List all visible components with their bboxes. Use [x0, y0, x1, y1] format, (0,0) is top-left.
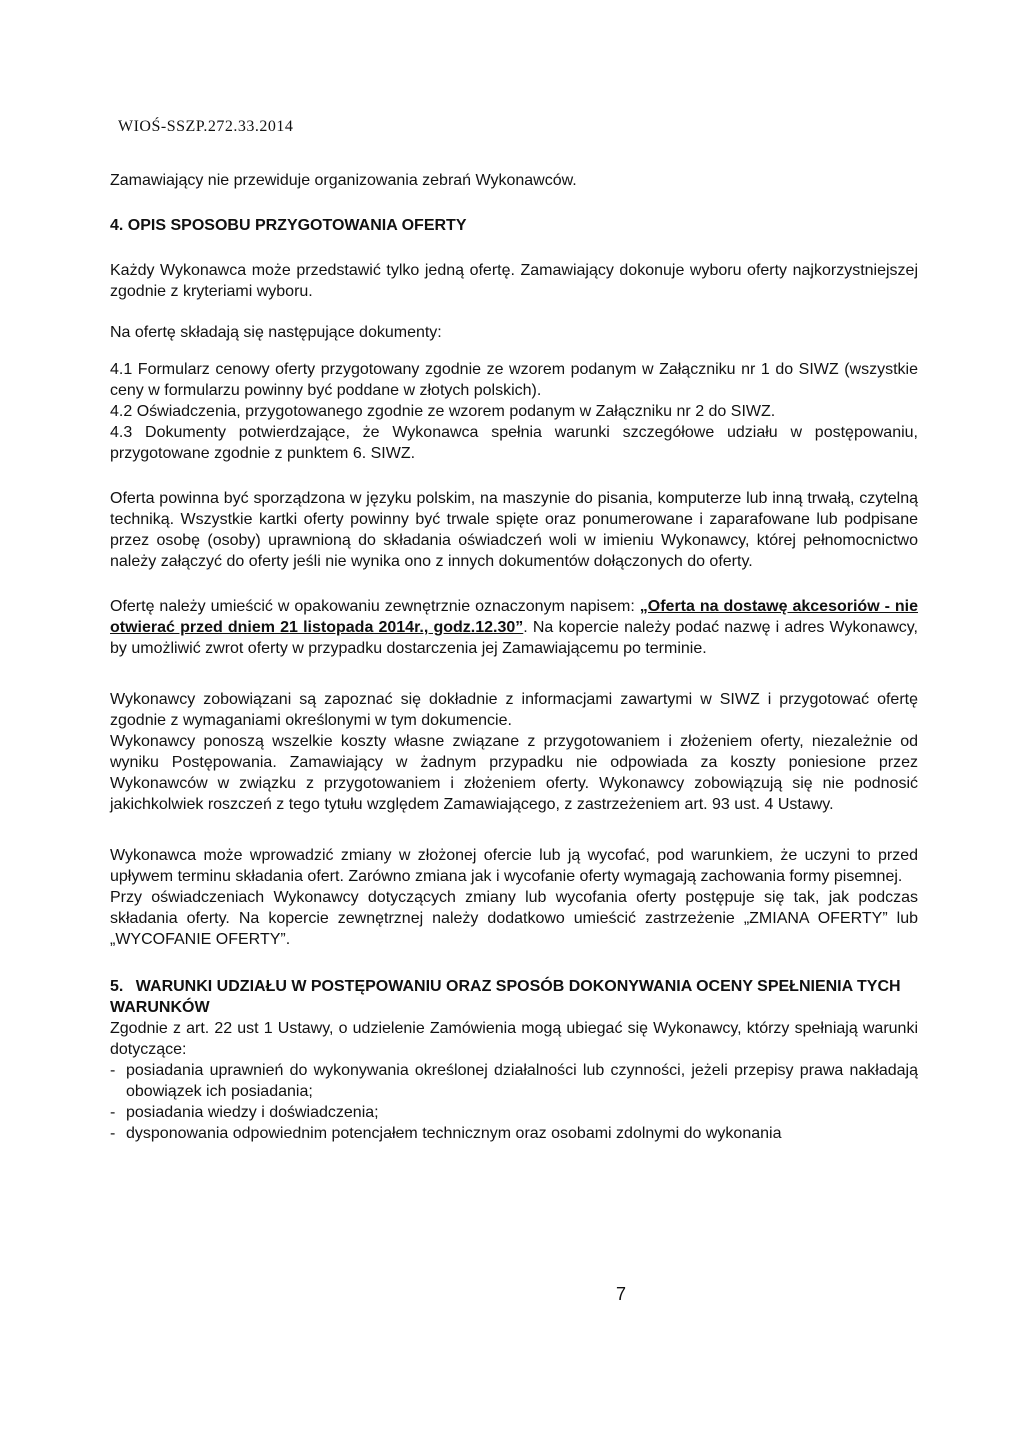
paragraph-envelope [110, 596, 918, 659]
section-4-title: OPIS SPOSOBU PRZYGOTOWANIA OFERTY [127, 217, 467, 234]
section-5-heading [110, 976, 918, 1018]
document-reference: WIOŚ-SSZP.272.33.2014 [118, 118, 294, 135]
documents-label: Na ofertę składają się następujące dokumenty: [110, 324, 442, 341]
paragraph-changes: Wykonawca może wprowadzić zmiany w złożonej ofercie lub ją wycofać, pod warunkiem, że uczyni to przed upływem terminu składania ofert. Zarówno zmiana jak i wycofanie oferty wymagają zachowania formy pisemnej. [110, 847, 918, 885]
documents-list [110, 359, 918, 464]
document-body [110, 170, 918, 1144]
section-4-heading [110, 215, 918, 236]
document-item-4-3: 4.3 Dokumenty potwierdzające, że Wykonawca spełnia warunki szczegółowe udziału w postępowaniu, przygotowane zgodnie z punktem 6. SIWZ. [110, 424, 918, 462]
section-5-number: 5. [110, 978, 124, 995]
document-page [110, 0, 920, 1440]
paragraph-no-meetings: Zamawiający nie przewiduje organizowania zebrań Wykonawców. [110, 172, 577, 189]
page-number: 7 [616, 1284, 627, 1304]
condition-item: - posiadania wiedzy i doświadczenia; [110, 1102, 918, 1123]
document-item-4-2: 4.2 Oświadczenia, przygotowanego zgodnie ze wzorem podanym w Załączniku nr 2 do SIWZ. [110, 403, 776, 420]
condition-item: - posiadania uprawnień do wykonywania określonej działalności lub czynności, jeżeli przepisy prawa nakładają obowiązek ich posiadania; [110, 1060, 918, 1102]
paragraph-obliged: Wykonawcy zobowiązani są zapoznać się dokładnie z informacjami zawartymi w SIWZ i przygotować ofertę zgodnie z wymaganiami określonymi w tym dokumencie. [110, 691, 918, 729]
conditions-list [110, 1060, 918, 1144]
envelope-marking: „Oferta na dostawę akcesoriów - nie otwierać przed dniem 21 listopada 2014r., godz.12.30” [110, 598, 919, 636]
paragraph-conditions-intro: Zgodnie z art. 22 ust 1 Ustawy, o udzielenie Zamówienia mogą ubiegać się Wykonawcy, którzy spełniają warunki dotyczące: [110, 1020, 918, 1058]
section-4-number: 4. [110, 217, 124, 234]
paragraph-statements: Przy oświadczeniach Wykonawcy dotyczących zmiany lub wycofania oferty postępuje się tak, jak podczas składania oferty. Na kopercie zewnętrznej należy dodatkowo umieścić zastrzeżenie „ZMIANA OFERTY” lub „WYCOFANIE OFERTY”. [110, 889, 918, 948]
paragraph-costs: Wykonawcy ponoszą wszelkie koszty własne związane z przygotowaniem i złożeniem oferty, niezależnie od wyniku Postępowania. Zamawiający w żadnym przypadku nie odpowiada za koszty poniesione przez Wykonawców w związku z przygotowaniem i złożeniem oferty. Wykonawcy zobowiązują się nie podnosić jakichkolwiek roszczeń z tego tytułu względem Zamawiającego, z zastrzeżeniem art. 93 ust. 4 Ustawy. [110, 733, 918, 813]
envelope-text-after: . Na kopercie należy podać nazwę i adres Wykonawcy, by umożliwić zwrot oferty w przypadku dostarczenia jej Zamawiającemu po terminie. [110, 619, 919, 657]
envelope-text-before: Ofertę należy umieścić w opakowaniu zewnętrznie oznaczonym napisem: [110, 598, 640, 615]
paragraph-one-offer: Każdy Wykonawca może przedstawić tylko jedną ofertę. Zamawiający dokonuje wyboru oferty najkorzystniejszej zgodnie z kryteriami wyboru. [110, 262, 918, 300]
paragraph-language: Oferta powinna być sporządzona w języku polskim, na maszynie do pisania, komputerze lub inną trwałą, czytelną techniką. Wszystkie kartki oferty powinny być trwale spięte oraz ponumerowane i zaparafowane lub podpisane przez osobę (osoby) uprawnioną do składania oświadczeń woli w imieniu Wykonawcy, której pełnomocnictwo należy załączyć do oferty jeśli nie wynika ono z innych dokumentów dołączonych do oferty. [110, 490, 918, 570]
document-item-4-1: 4.1 Formularz cenowy oferty przygotowany zgodnie ze wzorem podanym w Załączniku nr 1 do SIWZ (wszystkie ceny w formularzu powinny być poddane w złotych polskich). [110, 361, 918, 399]
section-5-title: WARUNKI UDZIAŁU W POSTĘPOWANIU ORAZ SPOSÓB DOKONYWANIA OCENY SPEŁNIENIA TYCH WARUNKÓW [110, 978, 901, 1016]
condition-item: - dysponowania odpowiednim potencjałem technicznym oraz osobami zdolnymi do wykonania [110, 1123, 918, 1144]
